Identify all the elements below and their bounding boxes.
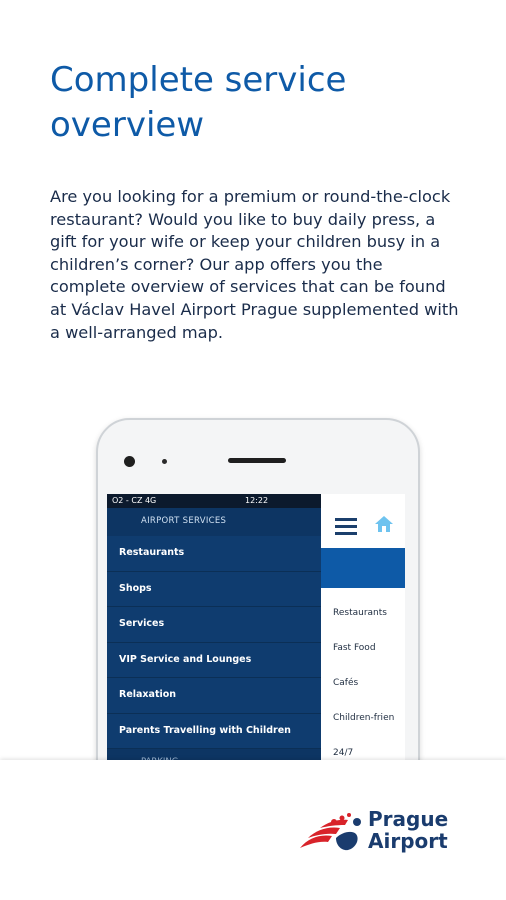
category-children-friendly[interactable]: Children-frien [333, 713, 395, 723]
phone-screen [107, 494, 405, 794]
intro-paragraph: Are you looking for a premium or round-the-clock restaurant? Would you like to buy daily press, a gift for your wife or keep your children busy in a children’s corner? Our app offers you the complete overview of services that can be found at Václav Havel Airport Prague supplemented with a well-arranged map. [50, 187, 459, 342]
drawer-item-parents-children[interactable]: Parents Travelling with Children [107, 714, 321, 750]
header-banner [321, 548, 405, 588]
category-cafes[interactable]: Cafés [333, 678, 359, 688]
page-headline [50, 58, 470, 148]
navigation-drawer [107, 508, 321, 794]
drawer-item-shops[interactable]: Shops [107, 572, 321, 608]
headline-line-2: overview [50, 105, 205, 145]
drawer-section-title: AIRPORT SERVICES [107, 508, 321, 536]
clock-label: 12:22 [245, 496, 269, 505]
status-bar [107, 494, 321, 508]
home-icon[interactable] [374, 514, 394, 534]
drawer-item-vip-lounges[interactable]: VIP Service and Lounges [107, 643, 321, 679]
drawer-item-restaurants[interactable]: Restaurants [107, 536, 321, 572]
app-toolbar [321, 494, 405, 548]
logo-line-1: Prague [368, 807, 449, 831]
category-24-7[interactable]: 24/7 [333, 748, 354, 758]
logo-line-2: Airport [368, 829, 448, 853]
category-restaurants[interactable]: Restaurants [333, 608, 387, 618]
drawer-item-services[interactable]: Services [107, 607, 321, 643]
phone-mockup [96, 418, 420, 802]
category-fast-food[interactable]: Fast Food [333, 643, 376, 653]
earpiece-speaker [228, 458, 286, 463]
front-camera [124, 456, 135, 467]
menu-icon[interactable] [335, 518, 357, 536]
carrier-label: O2 - CZ 4G [112, 496, 157, 505]
proximity-sensor [162, 459, 167, 464]
drawer-item-relaxation[interactable]: Relaxation [107, 678, 321, 714]
content-pane [321, 494, 405, 794]
logo-wordmark [368, 808, 448, 852]
headline-line-1: Complete service [50, 60, 347, 100]
